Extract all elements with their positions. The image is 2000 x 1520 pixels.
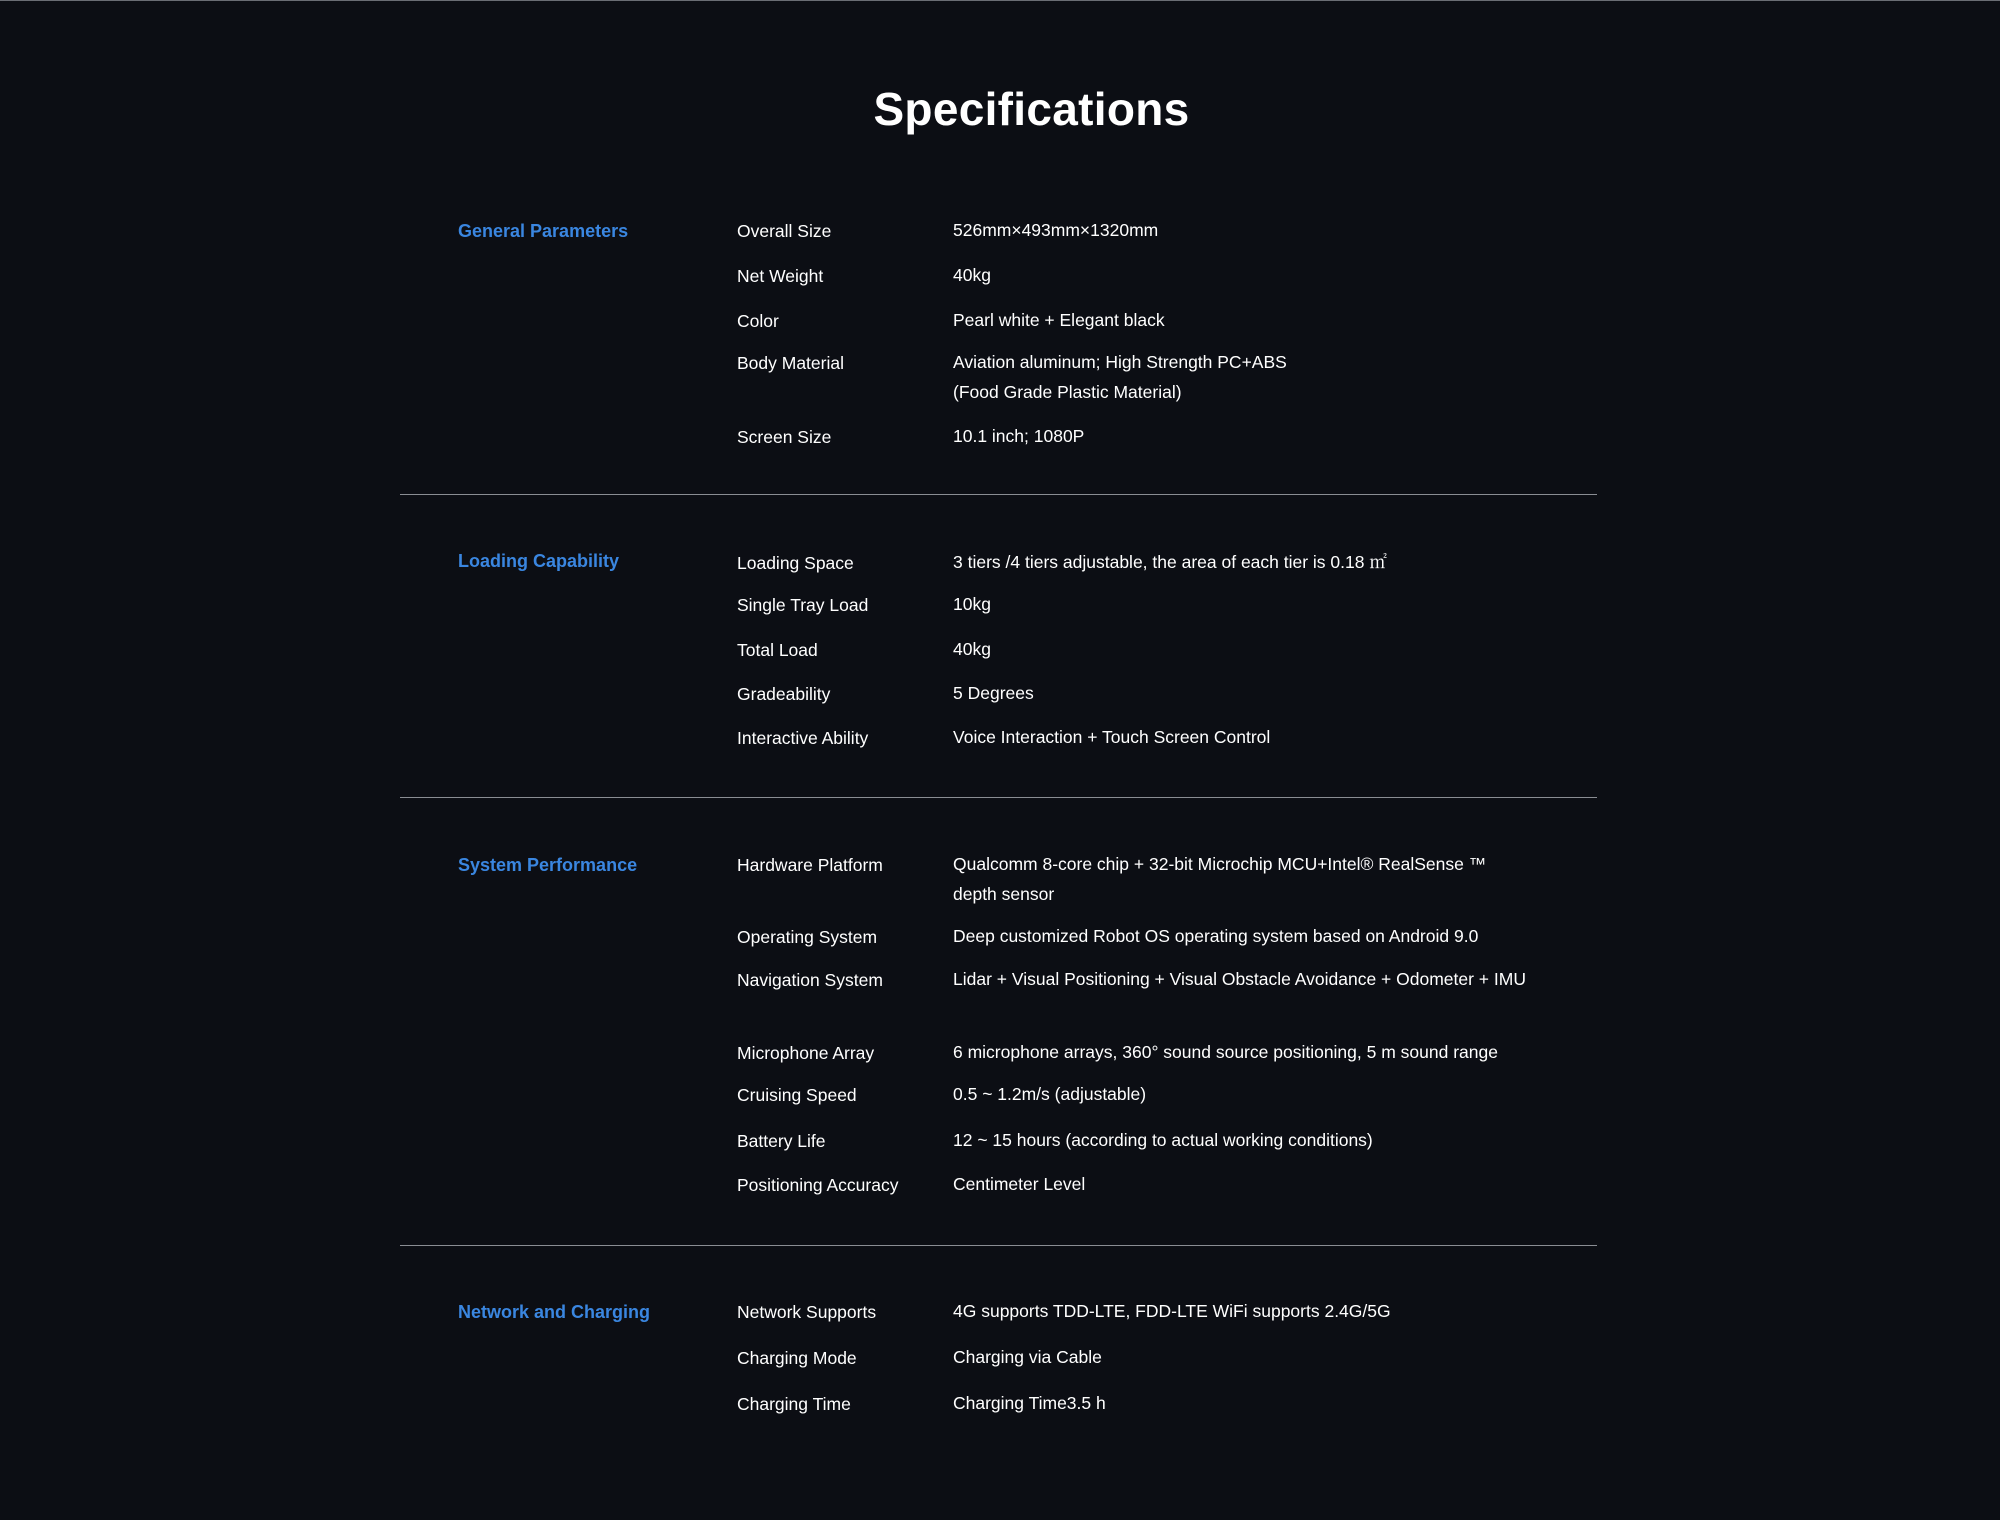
spec-key: Gradeability: [737, 684, 831, 704]
spec-key: Positioning Accuracy: [737, 1175, 899, 1195]
spec-key: Total Load: [737, 640, 818, 660]
spec-key: Microphone Array: [737, 1043, 875, 1063]
page-title: Specifications: [873, 83, 1190, 135]
section-label: General Parameters: [458, 221, 629, 241]
spec-key: Cruising Speed: [737, 1085, 857, 1105]
section-label: Loading Capability: [458, 551, 620, 571]
section-divider: [400, 1245, 1597, 1246]
spec-key: Charging Time: [737, 1394, 851, 1414]
spec-value: Deep customized Robot OS operating system based on Android 9.0: [953, 926, 1479, 946]
section-label: System Performance: [458, 855, 638, 875]
spec-key: Screen Size: [737, 427, 832, 447]
spec-key: Navigation System: [737, 970, 883, 990]
spec-value: 3 tiers /4 tiers adjustable, the area of each tier is 0.18 ㎡: [953, 552, 1387, 572]
spec-key: Hardware Platform: [737, 855, 883, 875]
spec-value: 10.1 inch; 1080P: [953, 426, 1085, 446]
spec-key: Single Tray Load: [737, 595, 869, 615]
spec-key: Interactive Ability: [737, 728, 869, 748]
spec-value: Qualcomm 8-core chip + 32-bit Microchip MCU+Intel® RealSense ™ depth sensor: [953, 854, 1487, 904]
spec-key: Battery Life: [737, 1131, 826, 1151]
spec-key: Net Weight: [737, 266, 824, 286]
spec-key: Overall Size: [737, 221, 832, 241]
spec-value: Aviation aluminum; High Strength PC+ABS (Food Grade Plastic Material): [953, 352, 1287, 402]
spec-value: 12 ~ 15 hours (according to actual working conditions): [953, 1130, 1373, 1150]
top-border: [0, 0, 2000, 1]
spec-value: Charging Time3.5 h: [953, 1393, 1106, 1413]
spec-value: Voice Interaction + Touch Screen Control: [953, 727, 1271, 747]
spec-key: Color: [737, 311, 779, 331]
spec-value: 0.5 ~ 1.2m/s (adjustable): [953, 1084, 1147, 1104]
section-label: Network and Charging: [458, 1302, 651, 1322]
spec-key: Charging Mode: [737, 1348, 857, 1368]
spec-value: 10kg: [953, 594, 991, 614]
spec-value: 526mm×493mm×1320mm: [953, 220, 1159, 240]
spec-value: 5 Degrees: [953, 683, 1034, 703]
spec-value: 6 microphone arrays, 360° sound source positioning, 5 m sound range: [953, 1042, 1498, 1062]
spec-value: 40kg: [953, 639, 991, 659]
spec-key: Body Material: [737, 353, 844, 373]
spec-value: Pearl white + Elegant black: [953, 310, 1165, 330]
spec-value: 40kg: [953, 265, 991, 285]
spec-value: 4G supports TDD-LTE, FDD-LTE WiFi supports 2.4G/5G: [953, 1301, 1391, 1321]
spec-key: Operating System: [737, 927, 878, 947]
spec-key: Loading Space: [737, 553, 854, 573]
spec-value: Charging via Cable: [953, 1347, 1102, 1367]
spec-key: Network Supports: [737, 1302, 877, 1322]
spec-value: Centimeter Level: [953, 1174, 1086, 1194]
section-divider: [400, 797, 1597, 798]
spec-value: Lidar + Visual Positioning + Visual Obstacle Avoidance + Odometer + IMU: [953, 969, 1526, 989]
section-divider: [400, 494, 1597, 495]
